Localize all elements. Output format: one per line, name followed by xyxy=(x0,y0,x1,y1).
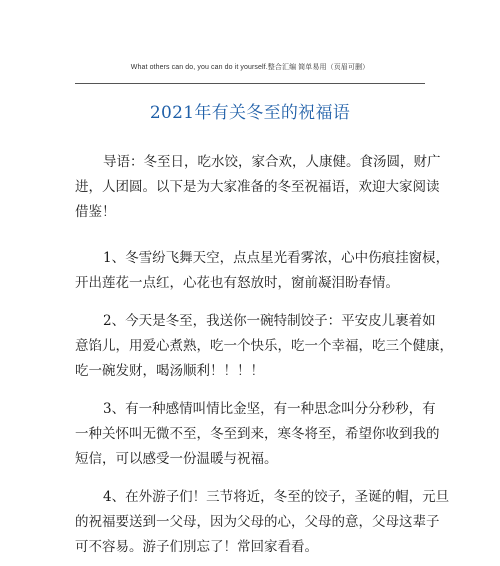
paragraph-line: 1、冬雪纷飞舞天空，点点星光看雾浓，心中伤痕挂窗棂， xyxy=(103,250,450,266)
paragraph-intro xyxy=(75,150,441,225)
paragraph-line: 4、在外游子们！三节将近，冬至的饺子，圣诞的帽，元旦 xyxy=(103,489,450,505)
paragraph-line: 的祝福要送到一父母，因为父母的心，父母的意，父母这辈子 xyxy=(75,514,440,530)
paragraph-line: 3、有一种感情叫情比金坚，有一种思念叫分分秒秒，有 xyxy=(103,401,436,417)
paragraph-wish-1 xyxy=(75,246,450,296)
page-header: What others can do, you can do it yourself.整合汇编 简单易用（页眉可删） xyxy=(130,64,370,71)
paragraph-wish-3 xyxy=(75,397,440,472)
paragraph-line: 开出莲花一点红，心花也有怒放时，窗前凝泪盼春情。 xyxy=(75,275,399,291)
document-title: 2021年有关冬至的祝福语 xyxy=(149,103,351,123)
paragraph-wish-2 xyxy=(75,309,453,384)
paragraph-line: 吃一碗发财，喝汤顺利！！！！ xyxy=(75,363,264,379)
paragraph-line: 进，人团圆。以下是为大家准备的冬至祝福语，欢迎大家阅读 xyxy=(75,179,440,195)
header-divider xyxy=(75,83,425,84)
paragraph-line: 导语：冬至日，吃水饺，家合欢，人康健。食汤圆，财广 xyxy=(103,154,441,170)
paragraph-line: 意馅儿，用爱心煮熟，吃一个快乐，吃一个幸福，吃三个健康， xyxy=(75,338,453,354)
paragraph-line: 一种关怀叫无微不至，冬至到来，寒冬将至，希望你收到我的 xyxy=(75,426,440,442)
paragraph-line: 借鉴！ xyxy=(75,204,116,220)
paragraph-wish-4 xyxy=(75,485,450,560)
paragraph-line: 短信，可以感受一份温暖与祝福。 xyxy=(75,451,278,467)
paragraph-line: 2、今天是冬至，我送你一碗特制饺子：平安皮儿裹着如 xyxy=(103,313,436,329)
paragraph-line: 可不容易。游子们別忘了！常回家看看。 xyxy=(75,539,318,555)
